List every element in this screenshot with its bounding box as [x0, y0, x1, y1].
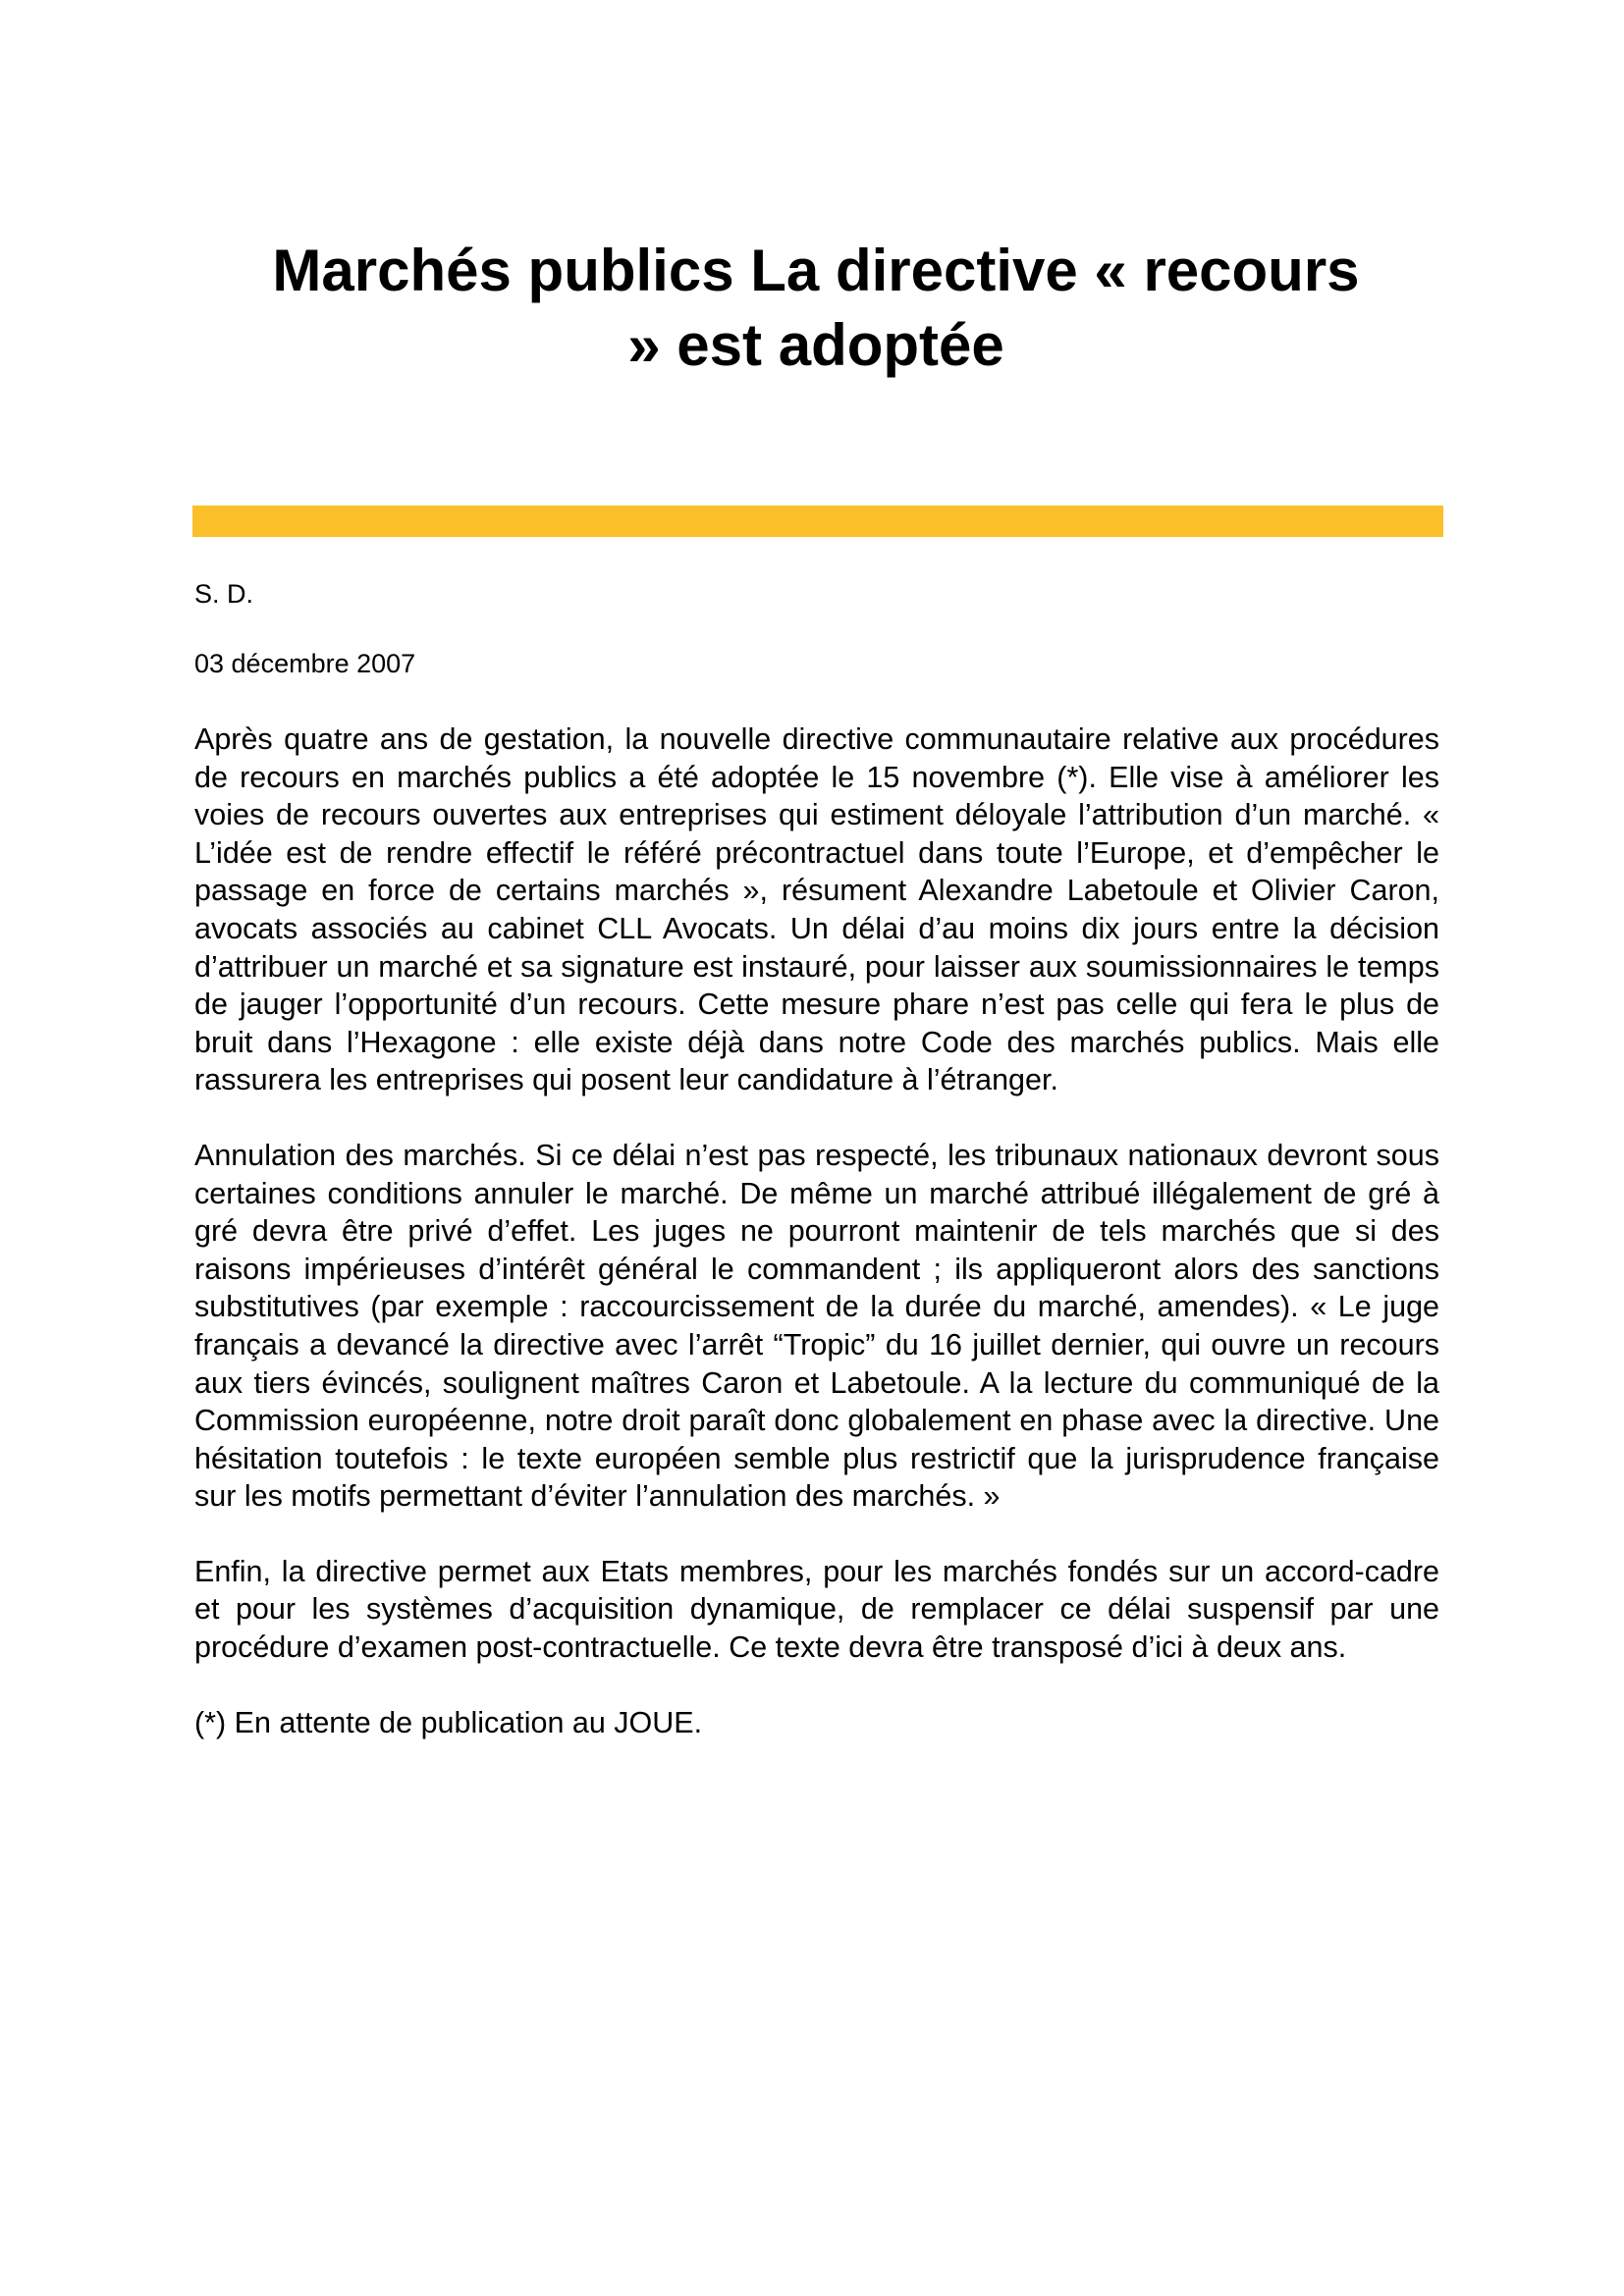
article-paragraph-1: Après quatre ans de gestation, la nouvelle directive communautaire relative aux procédures de recours en marchés publics a été adoptée le 15 novembre (*). Elle vise à améliorer les voies de recours ouvertes aux entreprises qui estiment déloyale l’attribution d’un marché. « L’idée est de rendre effectif le référé précontractuel dans toute l’Europe, et d’empêcher le passage en force de certains marchés », résument Alexandre Labetoule et Olivier Caron, avocats associés au cabinet CLL Avocats. Un délai d’au moins dix jours entre la décision d’attribuer un marché et sa signature est instauré, pour laisser aux soumissionnaires le temps de jauger l’opportunité d’un recours. Cette mesure phare n’est pas celle qui fera le plus de bruit dans l’Hexagone : elle existe déjà dans notre Code des marchés publics. Mais elle rassurera les entreprises qui posent leur candidature à l’étranger. [194, 722, 1439, 1097]
article-body [194, 721, 1439, 1741]
author-byline: S. D. [194, 579, 254, 609]
title-divider-bar [192, 506, 1443, 537]
footnote: (*) En attente de publication au JOUE. [194, 1705, 703, 1739]
article-paragraph-2: Annulation des marchés. Si ce délai n’est pas respecté, les tribunaux nationaux devront sous certaines conditions annuler le marché. De même un marché attribué illégalement de gré à gré devra être privé d’effet. Les juges ne pourront maintenir de tels marchés que si des raisons impérieuses d’intérêt général le commandent ; ils appliqueront alors des sanctions substitutives (par exemple : raccourcissement de la durée du marché, amendes). « Le juge français a devancé la directive avec l’arrêt “Tropic” du 16 juillet dernier, qui ouvre un recours aux tiers évincés, soulignent maîtres Caron et Labetoule. A la lecture du communiqué de la Commission européenne, notre droit paraît donc globalement en phase avec la directive. Une hésitation toutefois : le texte européen semble plus restrictif que la jurisprudence française sur les motifs permettant d’éviter l’annulation des marchés. » [194, 1138, 1439, 1514]
publication-date: 03 décembre 2007 [194, 649, 416, 678]
title-line-2: » est adoptée [627, 312, 1004, 378]
page-title [192, 234, 1439, 383]
article-paragraph-3: Enfin, la directive permet aux Etats membres, pour les marchés fondés sur un accord-cadre et pour les systèmes d’acquisition dynamique, de remplacer ce délai suspensif par une procédure d’examen post-contractuelle. Ce texte devra être transposé d’ici à deux ans. [194, 1554, 1439, 1665]
title-line-1: Marchés publics La directive « recours [272, 238, 1360, 303]
